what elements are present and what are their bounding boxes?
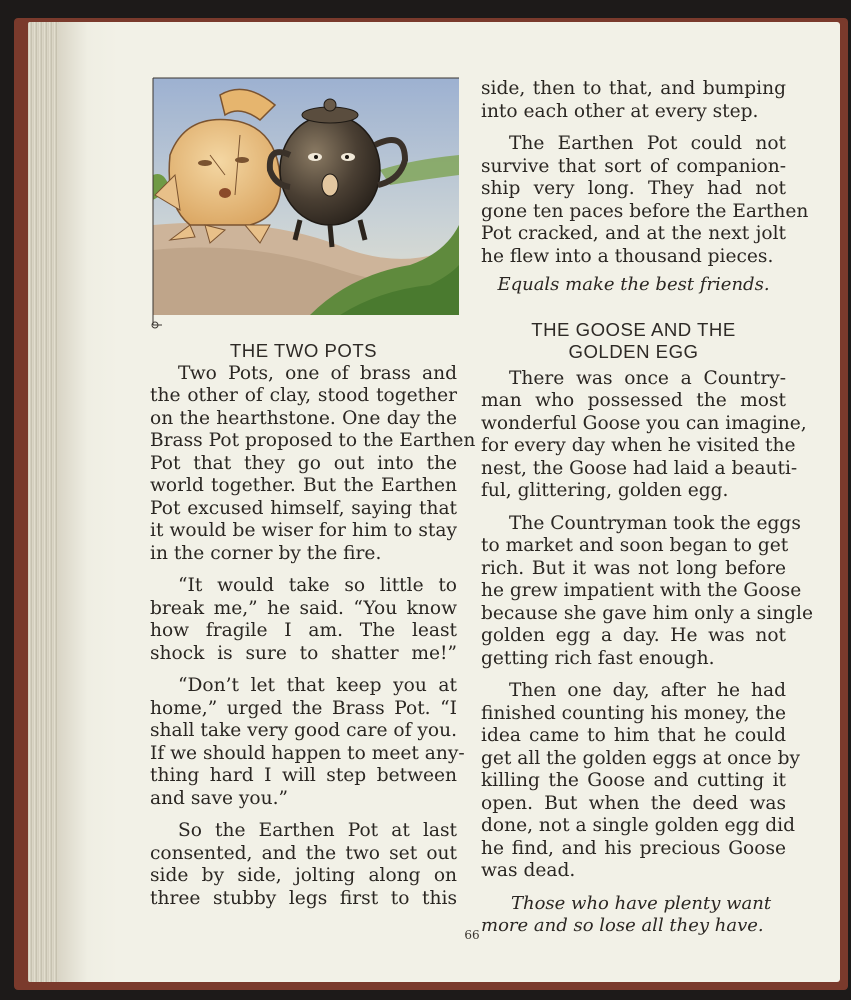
paragraph (150, 575, 457, 665)
text-line: getting rich fast enough. (481, 647, 715, 669)
paragraph (150, 675, 465, 810)
text-line: in the corner by the fire. (150, 542, 382, 564)
text-line: he grew impatient with the Goose (481, 580, 802, 601)
moral-equals: Equals make the best friends. (497, 274, 770, 295)
text-line: survive that sort of companion- (481, 155, 786, 177)
paragraph (481, 680, 801, 883)
text-line: world together. But the Earthen (150, 475, 457, 496)
text-line: side, then to that, and bumping (481, 78, 786, 99)
text-line: ful, glittering, golden egg. (481, 480, 729, 501)
text-line: done, not a single golden egg did (481, 815, 795, 836)
paragraph (481, 512, 813, 671)
text-line: Pot that they go out into the (150, 452, 457, 474)
text-line: break me,” he said. “You know (150, 597, 457, 619)
story-title-goose-line-2: GOLDEN EGG (568, 341, 699, 362)
text-line: ship very long. They had not (481, 178, 786, 199)
text-line: The Countryman took the eggs (509, 512, 801, 534)
text-line: open. But when the deed was (481, 792, 786, 814)
text-line: was dead. (481, 860, 576, 881)
text-line: Pot excused himself, saying that (150, 497, 457, 519)
text-line: thing hard I will step between (150, 765, 457, 786)
text-line: Then one day, after he had (509, 680, 786, 701)
paragraph (481, 78, 786, 123)
text-line: rich. But it was not long before (481, 557, 786, 579)
text-line: consented, and the two set out (150, 842, 457, 864)
text-line: golden egg a day. He was not (481, 625, 786, 646)
text-line: because she gave him only a single (481, 602, 813, 624)
left-column (150, 340, 476, 910)
text-line: how fragile I am. The least (150, 620, 457, 641)
moral-greed-line-1: Those who have plenty want (511, 892, 772, 914)
paragraph (150, 820, 457, 910)
text-line: killing the Goose and cutting it (481, 770, 786, 791)
text-line: So the Earthen Pot at last (178, 820, 457, 841)
text-line: shall take very good care of you. (150, 720, 457, 741)
text-line: If we should happen to meet any- (150, 742, 465, 764)
text-line: he flew into a thousand pieces. (481, 245, 774, 267)
text-line: on the hearthstone. One day the (150, 407, 457, 429)
text-line: to market and soon began to get (481, 535, 789, 556)
two-pots-illustration (150, 75, 467, 330)
text-line: “Don’t let that keep you at (178, 675, 457, 696)
text-line: gone ten paces before the Earthen (481, 200, 809, 222)
text-line: home,” urged the Brass Pot. “I (150, 697, 457, 719)
text-line: the other of clay, stood together (150, 385, 457, 406)
text-line: side by side, jolting along on (150, 865, 457, 886)
text-line: nest, the Goose had laid a beauti- (481, 457, 798, 479)
page-number: 66 (464, 928, 480, 942)
text-line: into each other at every step. (481, 100, 759, 122)
right-column (481, 78, 813, 938)
text-line: Brass Pot proposed to the Earthen (150, 430, 476, 451)
story-title-two-pots: THE TWO POTS (229, 340, 378, 361)
text-line: and save you.” (150, 787, 289, 809)
text-line: it would be wiser for him to stay (150, 520, 457, 541)
text-line: three stubby legs first to this (150, 887, 457, 909)
text-line: shock is sure to shatter me!” (150, 642, 457, 664)
text-line: wonderful Goose you can imagine, (481, 412, 807, 434)
text-line: There was once a Country- (509, 367, 786, 389)
story-title-goose-line-1: THE GOOSE AND THE (531, 318, 736, 340)
text-line: for every day when he visited the (481, 435, 796, 456)
paragraph (150, 362, 476, 566)
paragraph (481, 133, 809, 268)
text-line: he find, and his precious Goose (481, 837, 786, 859)
paragraph (481, 367, 807, 503)
text-line: man who possessed the most (481, 390, 786, 411)
text-line: finished counting his money, the (481, 702, 786, 724)
text-line: The Earthen Pot could not (509, 133, 786, 154)
text-line: “It would take so little to (178, 575, 457, 596)
text-line: Two Pots, one of brass and (178, 362, 457, 384)
moral-greed-line-2: more and so lose all they have. (481, 915, 764, 936)
text-line: get all the golden eggs at once by (481, 747, 801, 769)
text-line: Pot cracked, and at the next jolt (481, 223, 786, 244)
text-line: idea came to him that he could (481, 725, 786, 746)
